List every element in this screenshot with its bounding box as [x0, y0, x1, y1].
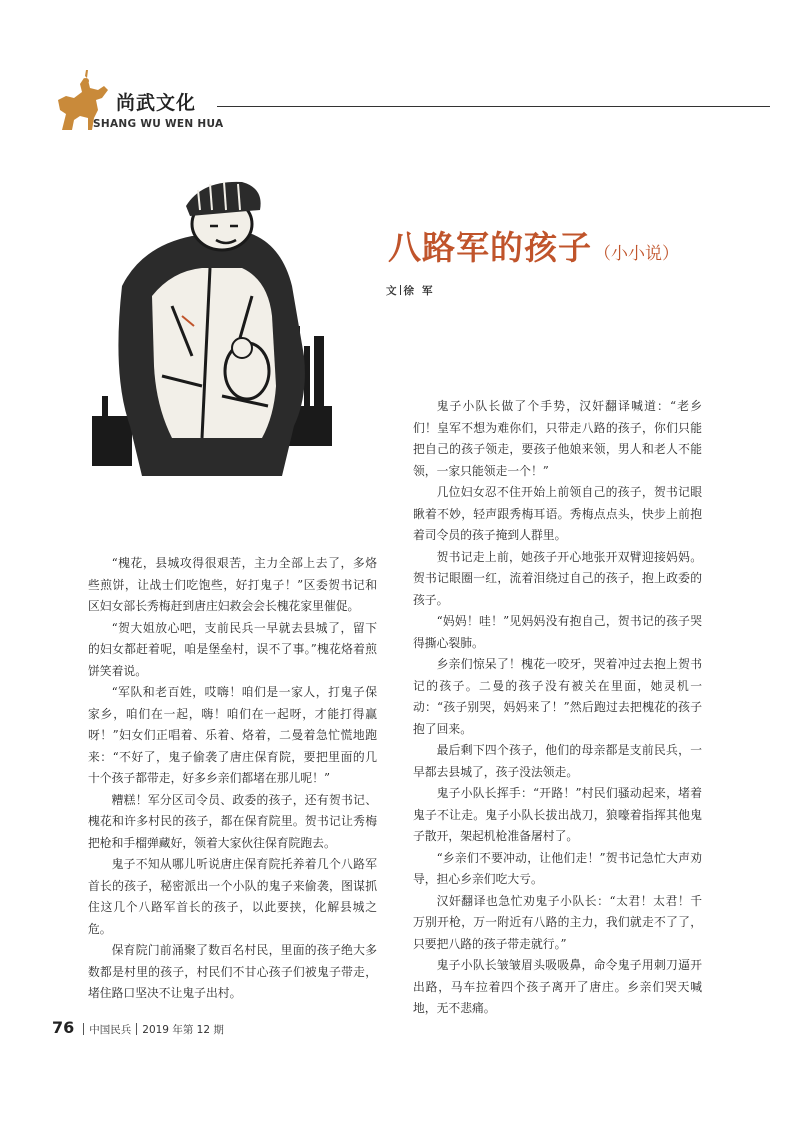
woodcut-illustration: [82, 176, 335, 480]
paragraph: “槐花，县城攻得很艰苦，主力全部上去了，多烙些煎饼，让战士们吃饱些，好打鬼子！”区委贺书记和区妇女部长秀梅赶到唐庄妇救会会长槐花家里催促。: [88, 556, 377, 613]
column-subtitle: SHANG WU WEN HUA: [93, 118, 224, 130]
article-column-right: [413, 396, 702, 1020]
paragraph: 鬼子小队长做了个手势，汉奸翻译喊道：“老乡们！皇军不想为难你们，只带走八路的孩子，你们只能把自己的孩子领走，要孩子他娘来领，男人和老人不能领，一家只能领走一个！”: [413, 399, 702, 478]
paragraph: “妈妈！哇！”见妈妈没有抱自己，贺书记的孩子哭得撕心裂肺。: [413, 614, 702, 650]
paragraph: 几位妇女忍不住开始上前领自己的孩子，贺书记眼瞅着不妙，轻声跟秀梅耳语。秀梅点点头，快步上前抱着司令员的孩子掩到人群里。: [413, 485, 702, 542]
paragraph: 汉奸翻译也急忙劝鬼子小队长：“太君！太君！千万别开枪，万一附近有八路的主力，我们就走不了了，只要把八路的孩子带走就行。”: [413, 893, 702, 951]
paragraph: 最后剩下四个孩子，他们的母亲都是支前民兵，一早都去县城了，孩子没法领走。: [413, 743, 702, 779]
paragraph: 保育院门前涌聚了数百名村民，里面的孩子绝大多数都是村里的孩子，村民们不甘心孩子们被鬼子带走，堵住路口坚决不让鬼子出村。: [88, 943, 377, 1000]
article-column-left: [88, 553, 377, 1005]
paragraph: “贺大姐放心吧，支前民兵一早就去县城了，留下的妇女都赶着呢，咱是堡垒村，误不了事。”槐花烙着煎饼笑着说。: [88, 620, 377, 678]
paragraph: 糟糕！军分区司令员、政委的孩子，还有贺书记、槐花和许多村民的孩子，都在保育院里。贺书记让秀梅把枪和手榴弹藏好，领着大家伙往保育院跑去。: [88, 792, 377, 850]
column-title: 尚武文化: [116, 92, 197, 114]
page-number: 76: [52, 1018, 75, 1037]
paragraph: 乡亲们惊呆了！槐花一咬牙，哭着冲过去抱上贺书记的孩子。二曼的孩子没有被关在里面，她灵机一动：“孩子别哭，妈妈来了！”然后跑过去把槐花的孩子抱了回来。: [413, 657, 702, 736]
magazine-name: 中国民兵: [89, 1024, 132, 1036]
paragraph: “军队和老百姓，哎嗨！咱们是一家人，打鬼子保家乡，咱们在一起，嗨！咱们在一起呀，才能打得赢呀！”妇女们正唱着、乐着、烙着，二曼着急忙慌地跑来：“不好了，鬼子偷袭了唐庄保育院，要把里面的几十个孩子都带走，好多乡亲们都堵在那儿呢！”: [88, 685, 377, 785]
paragraph: 贺书记走上前，她孩子开心地张开双臂迎接妈妈。贺书记眼圈一红，流着泪绕过自己的孩子，抱上政委的孩子。: [413, 549, 702, 607]
paragraph: 鬼子小队长挥手：“开路！”村民们骚动起来，堵着鬼子不让走。鬼子小队长拔出战刀，狼嚎着指挥其他鬼子散开，架起机枪准备屠村了。: [413, 786, 702, 843]
issue-label: 2019 年第 12 期: [142, 1024, 224, 1036]
footer-divider: [136, 1023, 137, 1035]
article-title-block: [388, 222, 679, 269]
article-genre-note: （小小说）: [594, 244, 679, 264]
article-title: 八路军的孩子: [388, 228, 592, 267]
author-name: 徐军: [403, 285, 441, 297]
byline: [386, 283, 441, 298]
column-header: [52, 70, 772, 140]
paragraph: 鬼子不知从哪儿听说唐庄保育院托养着几个八路军首长的孩子，秘密派出一个小队的鬼子来偷袭，图谋抓住这几个八路军首长的孩子，以此要挟，化解县城之危。: [88, 857, 377, 936]
footer-divider: [83, 1023, 84, 1035]
header-divider: [217, 106, 770, 107]
page-footer: [52, 1018, 224, 1037]
byline-separator: [400, 285, 401, 295]
paragraph: “乡亲们不要冲动，让他们走！”贺书记急忙大声劝导，担心乡亲们吃大亏。: [413, 850, 702, 886]
paragraph: 鬼子小队长皱皱眉头吸吸鼻，命令鬼子用刺刀逼开出路，马车拉着四个孩子离开了唐庄。乡亲们哭天喊地，无不悲痛。: [413, 958, 702, 1015]
byline-prefix: 文: [386, 285, 397, 297]
